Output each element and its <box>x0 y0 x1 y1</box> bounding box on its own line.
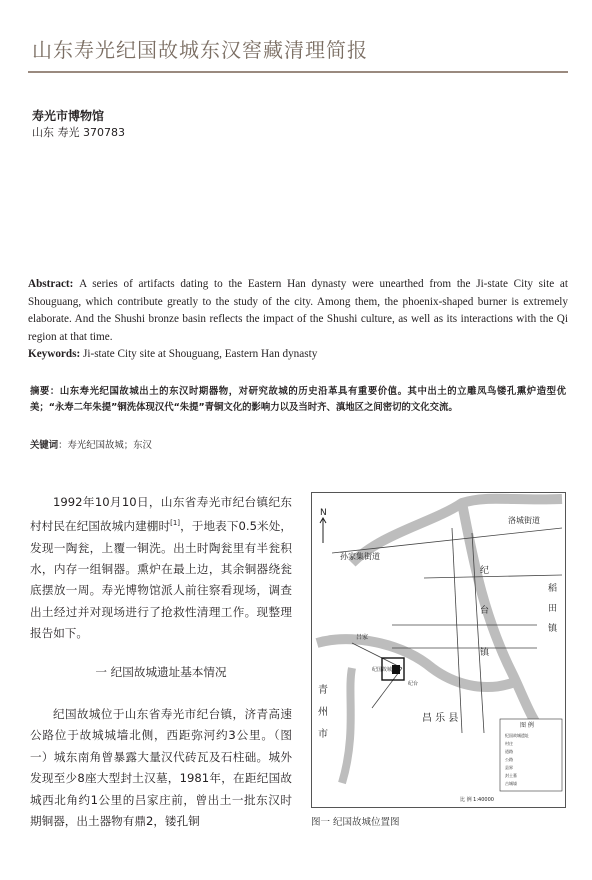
city-core <box>392 665 400 674</box>
legend-item: 纪国故城遗址 <box>505 733 529 738</box>
road <box>424 575 562 578</box>
location-map <box>312 493 565 807</box>
zhou-label: 州 <box>318 707 328 718</box>
legend-item: 公路 <box>505 757 513 762</box>
paper-title: 山东寿光纪国故城东汉窖藏清理简报 <box>32 38 368 62</box>
location-map-figure <box>311 492 566 808</box>
boundary-band <box>352 499 562 563</box>
shi-label: 市 <box>318 729 328 740</box>
luocheng-label: 洛城街道 <box>508 516 540 525</box>
legend-title: 图 例 <box>520 722 534 729</box>
jigu-label: 纪国故城 <box>372 667 393 673</box>
para1-text: 1992年10月10日，山东省寿光市纪台镇纪东村村民在纪国故城内建棚时 <box>30 495 292 534</box>
keywords-text: Ji-state City site at Shouguang, Eastern Han dynasty <box>83 348 318 360</box>
zhen2-label: 镇 <box>548 624 558 634</box>
para1-text-cont: ，于地表下0.5米处，发现一陶瓮，上覆一铜洗。出土时陶瓮里有半瓮积水，内存一组铜器。熏炉在最上边，其余铜器绕瓮底摆放一周。寿光博物馆派人前往察看现场，调查出土经过并对现场进行了抢救性清理工作。现整理报告如下。 <box>30 519 292 641</box>
keywords-label: Keywords <box>28 348 77 360</box>
boundary-band <box>342 668 352 783</box>
ji-label: 纪 <box>480 566 490 576</box>
zhen-label: 镇 <box>480 648 490 658</box>
north-arrow-icon <box>320 518 326 543</box>
legend-item: 县界 <box>505 765 513 770</box>
scale-label: 比 例 1:40000 <box>460 797 494 803</box>
guanjian-label: 关键词 <box>30 440 59 451</box>
lvjia-label: 吕家 <box>356 634 369 641</box>
ditai-label: 纪台 <box>408 681 419 687</box>
legend-item: 封土墓 <box>505 773 517 778</box>
chinese-keywords: 关键词：寿光纪国故城；东汉 <box>30 440 152 451</box>
reference-marker[interactable]: [1] <box>170 519 181 528</box>
body-paragraph-1 <box>30 492 292 645</box>
zhaiyao-label: 摘要 <box>30 386 50 397</box>
abstract-label: Abstract <box>28 278 70 290</box>
chinese-abstract: 摘要：山东寿光纪国故城出土的东汉时期器物，对研究故城的历史沿革具有重要价值。其中出土的立雕凤鸟镂孔熏炉造型优美；“永寿二年朱提”铜洗体现汉代“朱提”青铜文化的影响力以及当时齐、滇地区之间密切的文化交流。 <box>30 386 566 413</box>
author: 寿光市博物馆 <box>32 109 105 123</box>
english-abstract: Abstract: A series of artifacts dating to the Eastern Han dynasty were unearthed from the Ji-state City site at Shouguang, which contribute greatly to the study of the city. Among them, the phoenix-shaped burner is extremely elaborate. And the Shushi bronze basin reflects the impact of the Shushi culture, as well as its interactions with the Qi region at that time. <box>28 278 568 343</box>
tian-label: 田 <box>548 604 558 614</box>
legend-item: 道路 <box>505 749 513 754</box>
section-heading: 一 纪国故城遗址基本情况 <box>95 665 227 679</box>
abstract-text: A series of artifacts dating to the Eastern Han dynasty were unearthed from the Ji-state City site at Shouguang, which contribute greatly to the study of the city. Among them, the phoenix-shaped burner is extremely elaborate. And the Shushi bronze basin reflects the impact of the Shushi culture, as well as its interactions with the Qi region at that time. <box>28 278 568 343</box>
english-keywords: Keywords: Ji-state City site at Shouguang, Eastern Han dynasty <box>28 348 318 360</box>
zhaiyao-text: 山东寿光纪国故城出土的东汉时期器物，对研究故城的历史沿革具有重要价值。其中出土的立雕凤鸟镂孔熏炉造型优美；“永寿二年朱提”铜洗体现汉代“朱提”青铜文化的影响力以及当时齐、滇地区之间密切的文化交流。 <box>30 386 566 413</box>
body-paragraph-2: 纪国故城位于山东省寿光市纪台镇，济青高速公路位于故城城墙北侧，西距弥河约3公里。（图一）城东南角曾暴露大量汉代砖瓦及石柱础。城外发现至少8座大型封土汉墓，1981年，在距纪国故城西北角约1公里的吕家庄前，曾出土一批东汉时期铜器，出土器物有鼎2，镂孔铜 <box>30 707 292 829</box>
boundary-band <box>317 639 512 687</box>
figure-caption: 图一 纪国故城位置图 <box>311 817 400 828</box>
boundary-band <box>462 503 547 738</box>
north-label: N <box>320 508 327 518</box>
changle-label: 昌 乐 县 <box>422 713 459 724</box>
legend-item: 村庄 <box>505 741 513 746</box>
affiliation: 山东 寿光 370783 <box>32 126 125 139</box>
legend-item: 古城墙 <box>505 781 517 786</box>
qing-label: 青 <box>318 685 328 696</box>
dao-label: 稻 <box>548 584 558 594</box>
sunjiaji-label: 孙家集街道 <box>340 552 380 561</box>
title-rule <box>28 71 568 73</box>
guanjian-text: 寿光纪国故城；东汉 <box>67 440 152 451</box>
road <box>452 528 462 733</box>
tai-label: 台 <box>480 606 490 616</box>
road <box>332 528 562 553</box>
